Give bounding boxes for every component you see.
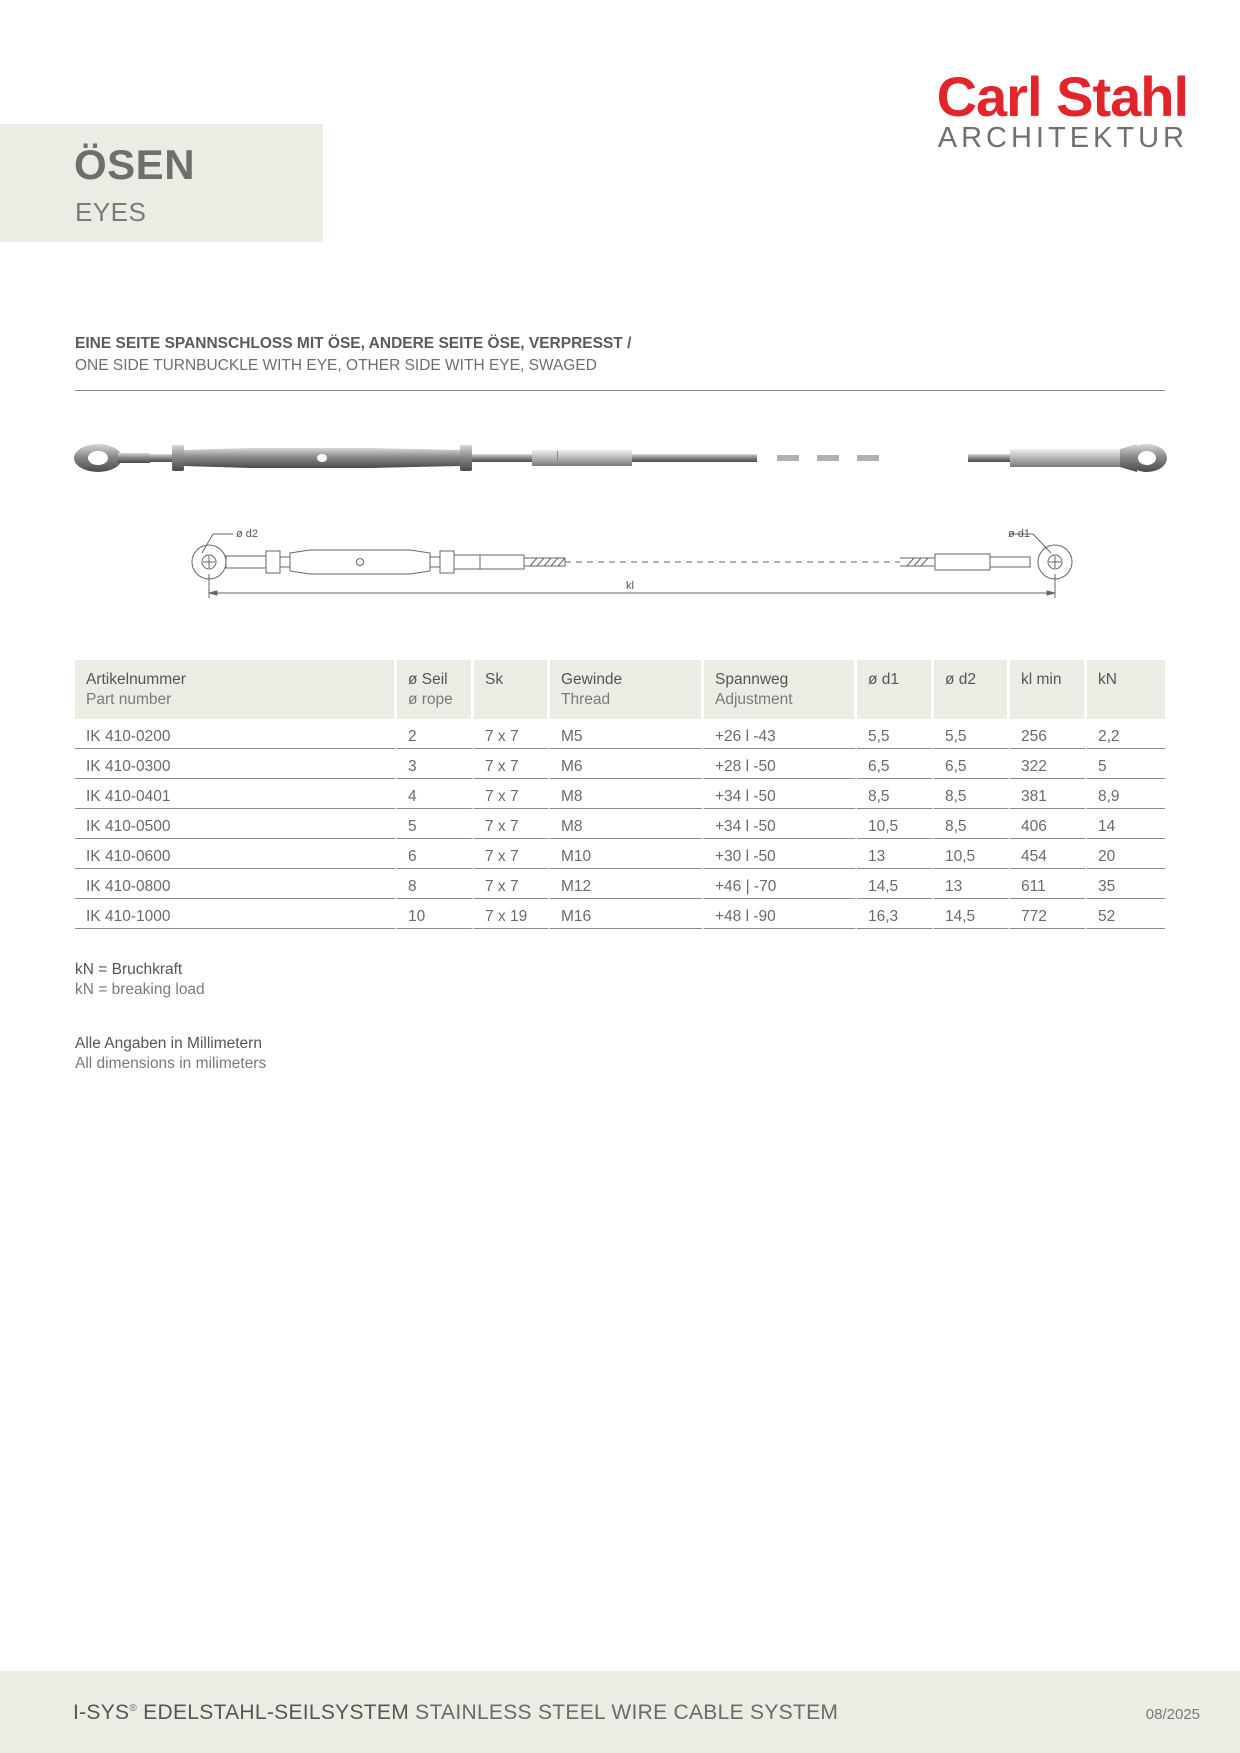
cell-d2: 6,5 — [934, 749, 1010, 779]
table-row — [75, 719, 1165, 749]
spec-table — [75, 660, 1165, 929]
cell-sk: 7 x 7 — [474, 719, 550, 749]
col-header-kn: kN — [1087, 660, 1165, 719]
brand-logo-sub: ARCHITEKTUR — [937, 122, 1188, 154]
cell-d1: 8,5 — [857, 779, 934, 809]
note-dimensions — [75, 1034, 266, 1074]
cell-part-number: IK 410-0401 — [75, 779, 397, 809]
col-header-adjustment: Spannweg Adjustment — [704, 660, 857, 719]
footer — [0, 1671, 1240, 1753]
footer-system-en: STAINLESS STEEL WIRE CABLE SYSTEM — [415, 1701, 839, 1724]
cell-sk: 7 x 7 — [474, 779, 550, 809]
cell-part-number: IK 410-0300 — [75, 749, 397, 779]
table-row — [75, 899, 1165, 929]
cell-kn: 8,9 — [1087, 779, 1165, 809]
col-header-rope: ø Seil ø rope — [397, 660, 474, 719]
cell-thread: M12 — [550, 869, 704, 899]
cell-sk: 7 x 19 — [474, 899, 550, 929]
cell-kn: 52 — [1087, 899, 1165, 929]
divider — [75, 390, 1165, 391]
cell-d1: 10,5 — [857, 809, 934, 839]
cell-kl-min: 256 — [1010, 719, 1087, 749]
cell-rope: 5 — [397, 809, 474, 839]
cell-kn: 35 — [1087, 869, 1165, 899]
cell-adjustment: +28 l -50 — [704, 749, 857, 779]
cell-part-number: IK 410-0800 — [75, 869, 397, 899]
cell-adjustment: +34 l -50 — [704, 779, 857, 809]
cell-sk: 7 x 7 — [474, 839, 550, 869]
cell-thread: M8 — [550, 779, 704, 809]
cell-kn: 14 — [1087, 809, 1165, 839]
cell-kn: 5 — [1087, 749, 1165, 779]
table-row — [75, 749, 1165, 779]
cell-part-number: IK 410-0500 — [75, 809, 397, 839]
cell-kl-min: 772 — [1010, 899, 1087, 929]
section-heading — [75, 335, 1165, 375]
cell-d1: 13 — [857, 839, 934, 869]
cell-kl-min: 454 — [1010, 839, 1087, 869]
table-row — [75, 779, 1165, 809]
cell-rope: 2 — [397, 719, 474, 749]
cell-kn: 20 — [1087, 839, 1165, 869]
cell-adjustment: +46 | -70 — [704, 869, 857, 899]
cell-kl-min: 322 — [1010, 749, 1087, 779]
footer-brand: I-SYS — [73, 1701, 130, 1724]
col-header-kl-min: kl min — [1010, 660, 1087, 719]
col-header-sk: Sk — [474, 660, 550, 719]
table-row — [75, 839, 1165, 869]
note-breaking-load-de: kN = Bruchkraft — [75, 961, 183, 978]
cell-d1: 5,5 — [857, 719, 934, 749]
cell-kl-min: 611 — [1010, 869, 1087, 899]
cell-part-number: IK 410-1000 — [75, 899, 397, 929]
cell-adjustment: +34 l -50 — [704, 809, 857, 839]
cell-thread: M5 — [550, 719, 704, 749]
cell-rope: 10 — [397, 899, 474, 929]
cell-d2: 8,5 — [934, 809, 1010, 839]
note-dimensions-de: Alle Angaben in Millimetern — [75, 1035, 262, 1052]
cell-sk: 7 x 7 — [474, 809, 550, 839]
col-header-part-number: Artikelnummer Part number — [75, 660, 397, 719]
col-header-d1: ø d1 — [857, 660, 934, 719]
cell-kn: 2,2 — [1087, 719, 1165, 749]
cell-thread: M8 — [550, 809, 704, 839]
cell-kl-min: 406 — [1010, 809, 1087, 839]
cell-thread: M6 — [550, 749, 704, 779]
cell-part-number: IK 410-0600 — [75, 839, 397, 869]
cell-adjustment: +26 l -43 — [704, 719, 857, 749]
cell-adjustment: +48 l -90 — [704, 899, 857, 929]
kl-label: kl — [626, 580, 634, 592]
footer-system-de: EDELSTAHL-SEILSYSTEM — [143, 1701, 410, 1724]
technical-drawing — [185, 520, 1085, 600]
cell-thread: M16 — [550, 899, 704, 929]
table-row — [75, 869, 1165, 899]
note-dimensions-en: All dimensions in milimeters — [75, 1055, 267, 1072]
cell-rope: 6 — [397, 839, 474, 869]
cell-part-number: IK 410-0200 — [75, 719, 397, 749]
cell-d2: 14,5 — [934, 899, 1010, 929]
col-header-d2: ø d2 — [934, 660, 1010, 719]
registered-mark: ® — [129, 1703, 138, 1714]
cell-d2: 13 — [934, 869, 1010, 899]
page-subtitle: EYES — [75, 197, 147, 227]
d2-label: ø d2 — [236, 528, 259, 540]
footer-date: 08/2025 — [1145, 1706, 1200, 1723]
cell-d1: 6,5 — [857, 749, 934, 779]
d1-label: ø d1 — [1008, 528, 1031, 540]
brand-logo: Carl Stahl — [936, 65, 1188, 128]
col-header-thread: Gewinde Thread — [550, 660, 704, 719]
section-heading-en: ONE SIDE TURNBUCKLE WITH EYE, OTHER SIDE WITH EYE, SWAGED — [75, 357, 597, 374]
table-row — [75, 809, 1165, 839]
cell-kl-min: 381 — [1010, 779, 1087, 809]
section-heading-de: EINE SEITE SPANNSCHLOSS MIT ÖSE, ANDERE SEITE ÖSE, VERPRESST / — [75, 335, 632, 352]
cell-sk: 7 x 7 — [474, 749, 550, 779]
product-photo — [72, 428, 1170, 488]
cell-sk: 7 x 7 — [474, 869, 550, 899]
cell-d1: 16,3 — [857, 899, 934, 929]
cell-d2: 8,5 — [934, 779, 1010, 809]
table-header-row — [75, 660, 1165, 719]
cell-thread: M10 — [550, 839, 704, 869]
cell-adjustment: +30 l -50 — [704, 839, 857, 869]
cell-d2: 10,5 — [934, 839, 1010, 869]
note-breaking-load-en: kN = breaking load — [75, 981, 205, 998]
cell-rope: 3 — [397, 749, 474, 779]
cell-d2: 5,5 — [934, 719, 1010, 749]
footer-system-title — [73, 1701, 838, 1725]
cell-rope: 4 — [397, 779, 474, 809]
cell-rope: 8 — [397, 869, 474, 899]
page-title: ÖSEN — [74, 141, 196, 188]
cell-d1: 14,5 — [857, 869, 934, 899]
note-breaking-load — [75, 960, 205, 1000]
